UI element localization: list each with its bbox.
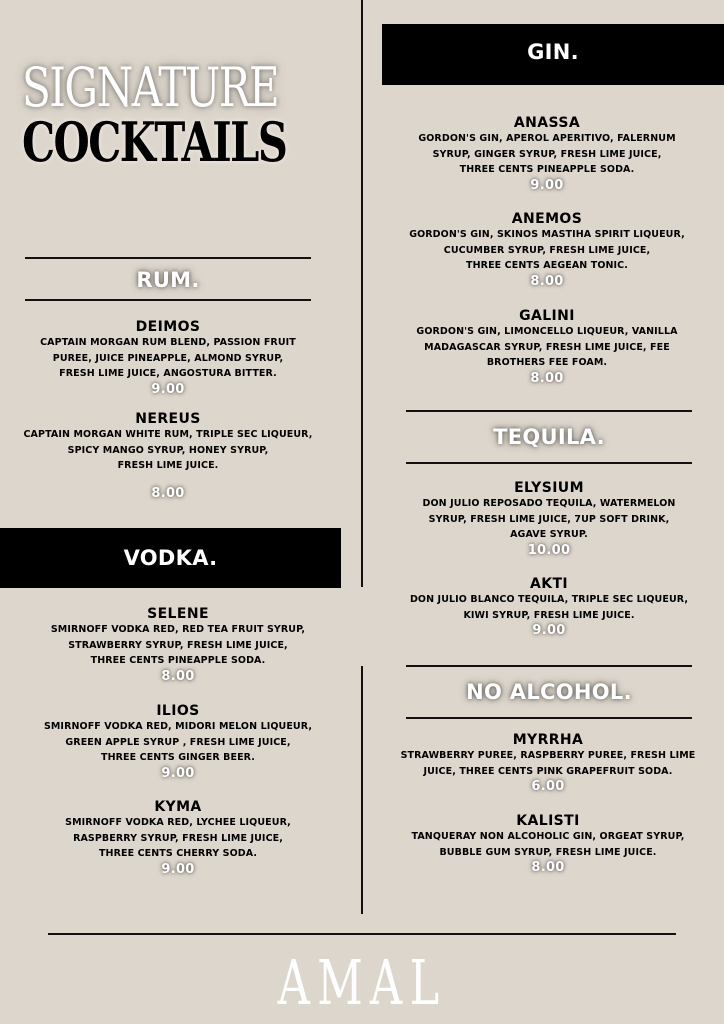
item-description: SMIRNOFF VODKA RED, MIDORI MELON LIQUEUR, GREEN APPLE SYRUP , FRESH LIME JUICE, THREE CENTS GINGER BEER. <box>43 721 313 763</box>
menu-item-anassa <box>397 115 697 194</box>
tequila-rule-bottom <box>406 462 692 464</box>
footer-rule <box>48 933 676 935</box>
gin-heading: GIN. <box>527 40 579 64</box>
item-name: ANEMOS <box>511 211 583 227</box>
tequila-heading: TEQUILA. <box>493 425 605 449</box>
item-description: TANQUERAY NON ALCOHOLIC GIN, ORGEAT SYRUP, BUBBLE GUM SYRUP, FRESH LIME JUICE. <box>411 831 685 858</box>
brand-logo-text: AMAL <box>277 946 447 1019</box>
menu-title-line2: COCKTAILS <box>22 110 287 174</box>
menu-item-elysium <box>399 480 699 559</box>
no-alcohol-rule-bottom <box>406 717 692 719</box>
menu-item-anemos <box>397 211 697 290</box>
item-name: GALINI <box>519 308 575 324</box>
tequila-rule-top <box>406 410 692 412</box>
item-description: GORDON'S GIN, LIMONCELLO LIQUEUR, VANILLA MADAGASCAR SYRUP, FRESH LIME JUICE, FEE BROTHERS FEE FOAM. <box>416 326 678 368</box>
item-description: STRAWBERRY PUREE, RASPBERRY PUREE, FRESH LIME JUICE, THREE CENTS PINK GRAPEFRUIT SODA. <box>400 750 696 777</box>
item-price: 9.00 <box>530 177 564 193</box>
vodka-heading: VODKA. <box>123 546 218 570</box>
menu-title-line1: SIGNATURE <box>22 56 279 119</box>
item-name: NEREUS <box>135 411 201 427</box>
item-description: GORDON'S GIN, SKINOS MASTIHA SPIRIT LIQUEUR, CUCUMBER SYRUP, FRESH LIME JUICE, THREE CENTS AEGEAN TONIC. <box>409 229 685 271</box>
menu-item-akti <box>399 576 699 639</box>
item-price: 8.00 <box>531 860 565 875</box>
item-price: 8.00 <box>530 273 564 289</box>
item-price: 9.00 <box>161 765 195 781</box>
item-name: ANASSA <box>513 115 581 131</box>
rum-rule-bottom <box>25 299 311 301</box>
item-name: ILIOS <box>156 703 200 719</box>
item-price: 6.00 <box>531 779 565 794</box>
item-name: AKTI <box>529 576 569 592</box>
item-price: 9.00 <box>532 623 566 638</box>
menu-item-kyma <box>28 799 328 878</box>
item-price: 9.00 <box>161 861 195 877</box>
center-divider-bottom <box>361 666 363 914</box>
item-price: 8.00 <box>151 485 185 501</box>
menu-item-ilios <box>28 703 328 782</box>
item-name: ELYSIUM <box>514 480 584 496</box>
item-name: KALISTI <box>516 813 580 829</box>
item-description: SMIRNOFF VODKA RED, RED TEA FRUIT SYRUP, STRAWBERRY SYRUP, FRESH LIME JUICE, THREE CENTS PINEAPPLE SODA. <box>50 624 306 666</box>
item-price: 8.00 <box>530 370 564 386</box>
item-name: KYMA <box>154 799 202 815</box>
item-description: SMIRNOFF VODKA RED, LYCHEE LIQUEUR, RASPBERRY SYRUP, FRESH LIME JUICE, THREE CENTS CHERRY SODA. <box>65 817 291 859</box>
item-name: MYRRHA <box>512 732 584 748</box>
item-description: GORDON'S GIN, APEROL APERITIVO, FALERNUM SYRUP, GINGER SYRUP, FRESH LIME JUICE, THREE CENTS PINEAPPLE SODA. <box>418 133 676 175</box>
no-alcohol-rule-top <box>406 665 692 667</box>
menu-item-selene <box>28 606 328 685</box>
item-price: 10.00 <box>527 542 571 558</box>
item-description: CAPTAIN MORGAN WHITE RUM, TRIPLE SEC LIQUEUR, SPICY MANGO SYRUP, HONEY SYRUP, FRESH LIME JUICE. <box>23 429 313 471</box>
menu-item-deimos <box>18 319 318 398</box>
item-description: CAPTAIN MORGAN RUM BLEND, PASSION FRUIT PUREE, JUICE PINEAPPLE, ALMOND SYRUP, FRESH LIME JUICE, ANGOSTURA BITTER. <box>40 337 296 379</box>
item-price: 8.00 <box>161 668 195 684</box>
center-divider-top <box>361 0 363 587</box>
item-description: DON JULIO REPOSADO TEQUILA, WATERMELON SYRUP, FRESH LIME JUICE, 7UP SOFT DRINK, AGAVE SYRUP. <box>422 498 676 540</box>
rum-rule-top <box>25 257 311 259</box>
menu-item-nereus <box>18 411 318 502</box>
no-alcohol-heading: NO ALCOHOL. <box>466 680 632 704</box>
item-description: DON JULIO BLANCO TEQUILA, TRIPLE SEC LIQUEUR, KIWI SYRUP, FRESH LIME JUICE. <box>409 594 689 621</box>
item-price: 9.00 <box>151 381 185 397</box>
item-name: DEIMOS <box>135 319 201 335</box>
menu-item-myrrha <box>393 732 703 795</box>
menu-item-kalisti <box>393 813 703 876</box>
menu-item-galini <box>397 308 697 387</box>
rum-heading: RUM. <box>136 268 200 292</box>
item-name: SELENE <box>147 606 209 622</box>
